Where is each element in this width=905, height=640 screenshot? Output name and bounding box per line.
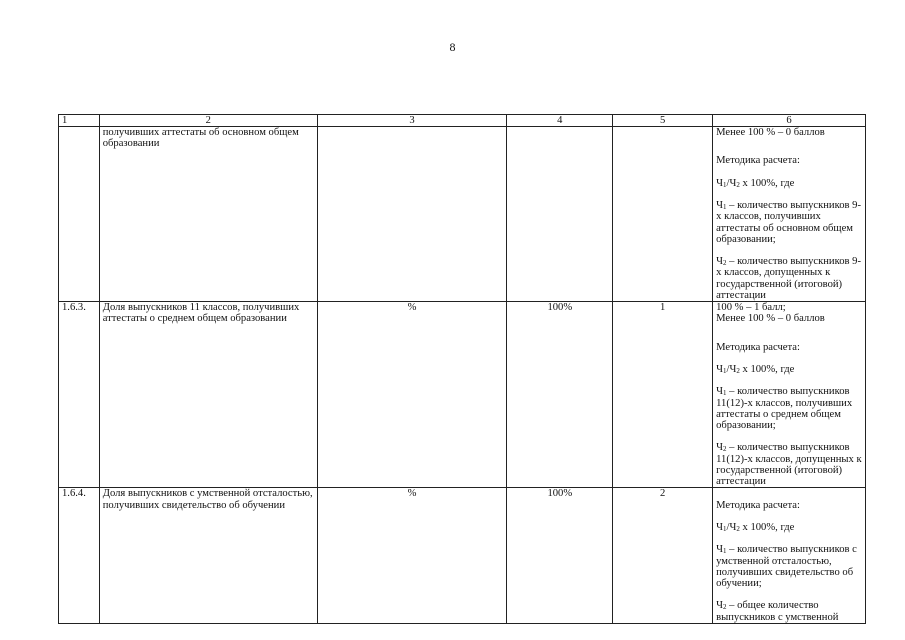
method-text: Методика расчета: $Ч_1/Ч_2$ х 100%, где $Ч_1$ – количество выпускников с умственной отсталостью, получивших свидетельство об обучении; $Ч_2$ – общее количество выпускников с умственной bbox=[716, 499, 857, 623]
denominator-definition: $Ч_2$ – количество выпускников 9-х классов, допущенных к государственной (итоговой) аттестации bbox=[716, 256, 861, 301]
numerator-definition: $Ч_1$ – количество выпускников с умственной отсталостью, получивших свидетельство об обучении; bbox=[716, 544, 857, 589]
scoring-criteria bbox=[713, 302, 866, 488]
criteria-text: 100 % – 1 балл; Менее 100 % – 0 баллов bbox=[716, 302, 825, 325]
target-value: 100% bbox=[507, 488, 613, 623]
denominator-definition: $Ч_2$ – количество выпускников 11(12)-х классов, допущенных к государственной (итоговой) аттестации bbox=[716, 442, 862, 488]
indicator-name: Доля выпускников 11 классов, получивших аттестаты о среднем общем образовании bbox=[99, 302, 317, 488]
unit-cell bbox=[317, 127, 507, 302]
page-number: 8 bbox=[449, 40, 456, 54]
row-number: 1.6.4. bbox=[59, 488, 100, 623]
target-value bbox=[507, 127, 613, 302]
formula: $Ч_1/Ч_2$ х 100%, где bbox=[716, 177, 795, 189]
row-number: 1.6.3. bbox=[59, 302, 100, 488]
method-text: Методика расчета: $Ч_1/Ч_2$ х 100%, где $Ч_1$ – количество выпускников 11(12)-х классов, получивших аттестаты о среднем общем образовании; $Ч_2$ – количество выпускников 11(12)-х классов, допущенных к государственной (итоговой) аттестации bbox=[716, 341, 862, 488]
column-header-3: 3 bbox=[317, 115, 507, 127]
indicator-name: Доля выпускников с умственной отсталостью, получивших свидетельство об обучении bbox=[99, 488, 317, 623]
table-row bbox=[59, 302, 866, 488]
column-header-4: 4 bbox=[507, 115, 613, 127]
max-score: 2 bbox=[613, 488, 713, 623]
row-number bbox=[59, 127, 100, 302]
unit-cell: % bbox=[317, 488, 507, 623]
table-header-row bbox=[59, 115, 866, 127]
numerator-definition: $Ч_1$ – количество выпускников 9-х классов, получивших аттестаты об основном общем образовании; bbox=[716, 200, 861, 245]
max-score: 1 bbox=[613, 302, 713, 488]
formula: $Ч_1/Ч_2$ х 100%, где bbox=[716, 364, 795, 376]
scoring-criteria bbox=[713, 127, 866, 302]
formula: $Ч_1/Ч_2$ х 100%, где bbox=[716, 521, 795, 533]
column-header-6: 6 bbox=[713, 115, 866, 127]
table-row bbox=[59, 488, 866, 623]
criteria-table bbox=[58, 114, 866, 624]
column-header-5: 5 bbox=[613, 115, 713, 127]
column-header-2: 2 bbox=[99, 115, 317, 127]
unit-cell: % bbox=[317, 302, 507, 488]
column-header-1: 1 bbox=[59, 115, 100, 127]
criteria-text: Менее 100 % – 0 баллов bbox=[716, 127, 825, 138]
max-score bbox=[613, 127, 713, 302]
scoring-criteria bbox=[713, 488, 866, 623]
method-text: Методика расчета: $Ч_1/Ч_2$ х 100%, где $Ч_1$ – количество выпускников 9-х классов, получивших аттестаты об основном общем образовании; $Ч_2$ – количество выпускников 9-х классов, допущенных к государственной (итоговой) аттестации bbox=[716, 155, 861, 301]
numerator-definition: $Ч_1$ – количество выпускников 11(12)-х классов, получивших аттестаты о среднем общем образовании; bbox=[716, 386, 853, 432]
indicator-name: получивших аттестаты об основном общем образовании bbox=[99, 127, 317, 302]
table-row bbox=[59, 127, 866, 302]
target-value: 100% bbox=[507, 302, 613, 488]
denominator-definition: $Ч_2$ – общее количество выпускников с умственной bbox=[716, 600, 839, 623]
